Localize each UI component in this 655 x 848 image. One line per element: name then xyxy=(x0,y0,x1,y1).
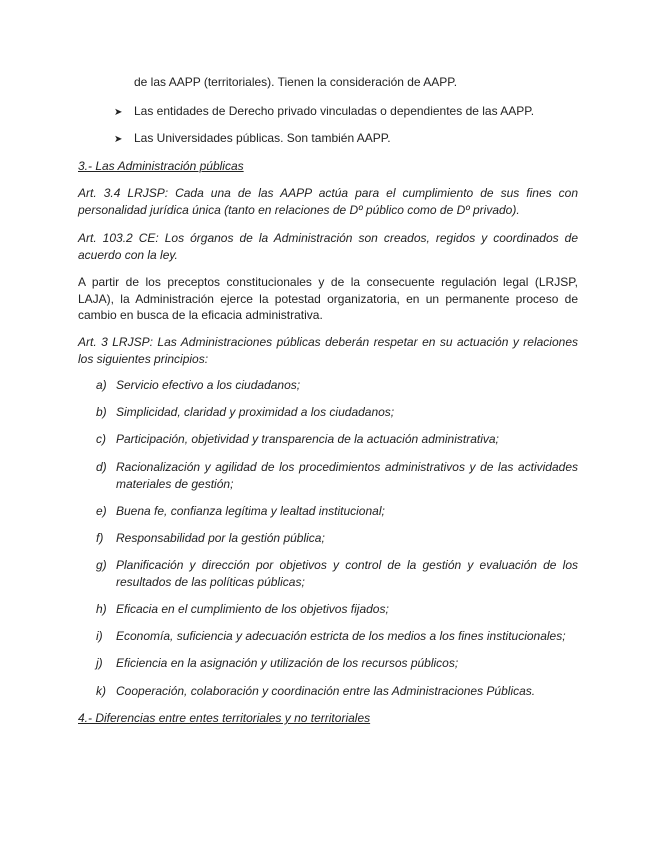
principle-item xyxy=(96,601,578,618)
section-3-heading: 3.- Las Administración públicas xyxy=(78,159,244,173)
principle-text: Racionalización y agilidad de los procedimientos administrativos y de las actividades materiales de gestión; xyxy=(116,460,578,491)
principle-item xyxy=(96,628,578,645)
principle-label: f) xyxy=(96,531,104,545)
intro-continuation: de las AAPP (territoriales). Tienen la consideración de AAPP. xyxy=(134,75,458,89)
principle-item xyxy=(96,503,578,520)
principle-text: Participación, objetividad y transparencia de la actuación administrativa; xyxy=(116,432,499,446)
principle-label: g) xyxy=(96,558,107,572)
bullet-text: Las entidades de Derecho privado vinculadas o dependientes de las AAPP. xyxy=(134,104,535,118)
principle-label: b) xyxy=(96,405,107,419)
principle-label: h) xyxy=(96,602,107,616)
principle-text: Planificación y dirección por objetivos y control de la gestión y evaluación de los resultados de las políticas públicas; xyxy=(116,558,578,589)
principle-item xyxy=(96,431,578,448)
principle-label: j) xyxy=(96,656,103,670)
principle-text: Simplicidad, claridad y proximidad a los ciudadanos; xyxy=(116,405,395,419)
bullet-text: Las Universidades públicas. Son también AAPP. xyxy=(134,131,391,145)
bullet-item xyxy=(114,130,594,149)
principle-text: Eficacia en el cumplimiento de los objetivos fijados; xyxy=(116,602,389,616)
art-3-intro: Art. 3 LRJSP: Las Administraciones públicas deberán respetar en su actuación y relaciones los siguientes principios: xyxy=(78,335,578,366)
principle-label: k) xyxy=(96,684,106,698)
principle-item xyxy=(96,557,578,590)
principle-text: Responsabilidad por la gestión pública; xyxy=(116,531,325,545)
principle-item xyxy=(96,655,578,672)
principle-item xyxy=(96,530,578,547)
arrow-bullet-icon: ➤ xyxy=(114,107,123,118)
principle-text: Economía, suficiencia y adecuación estricta de los medios a los fines institucionales; xyxy=(116,629,566,643)
organizational-paragraph: A partir de los preceptos constitucionales y de la consecuente regulación legal (LRJSP, LAJA), la Administración ejerce la potestad organizatoria, en un permanente proceso de cambio en busca de la eficacia administrativa. xyxy=(78,275,578,322)
principle-text: Eficiencia en la asignación y utilización de los recursos públicos; xyxy=(116,656,459,670)
bullet-item xyxy=(114,103,594,122)
principle-item xyxy=(96,404,578,421)
principle-label: c) xyxy=(96,432,106,446)
section-4-heading: 4.- Diferencias entre entes territoriales y no territoriales xyxy=(78,711,371,725)
principle-text: Cooperación, colaboración y coordinación entre las Administraciones Públicas. xyxy=(116,684,536,698)
principle-item xyxy=(96,377,578,394)
principle-text: Servicio efectivo a los ciudadanos; xyxy=(116,378,301,392)
principle-text: Buena fe, confianza legítima y lealtad institucional; xyxy=(116,504,385,518)
arrow-bullet-icon: ➤ xyxy=(114,134,123,145)
principle-label: i) xyxy=(96,629,103,643)
principle-label: e) xyxy=(96,504,107,518)
art-3-4-paragraph: Art. 3.4 LRJSP: Cada una de las AAPP actúa para el cumplimiento de sus fines con personalidad jurídica única (tanto en relaciones de Dº público como de Dº privado). xyxy=(78,186,578,217)
art-103-2-paragraph: Art. 103.2 CE: Los órganos de la Administración son creados, regidos y coordinados de acuerdo con la ley. xyxy=(78,231,578,262)
principle-item xyxy=(96,459,578,492)
principle-label: a) xyxy=(96,378,107,392)
principle-item xyxy=(96,683,578,700)
principle-label: d) xyxy=(96,460,107,474)
